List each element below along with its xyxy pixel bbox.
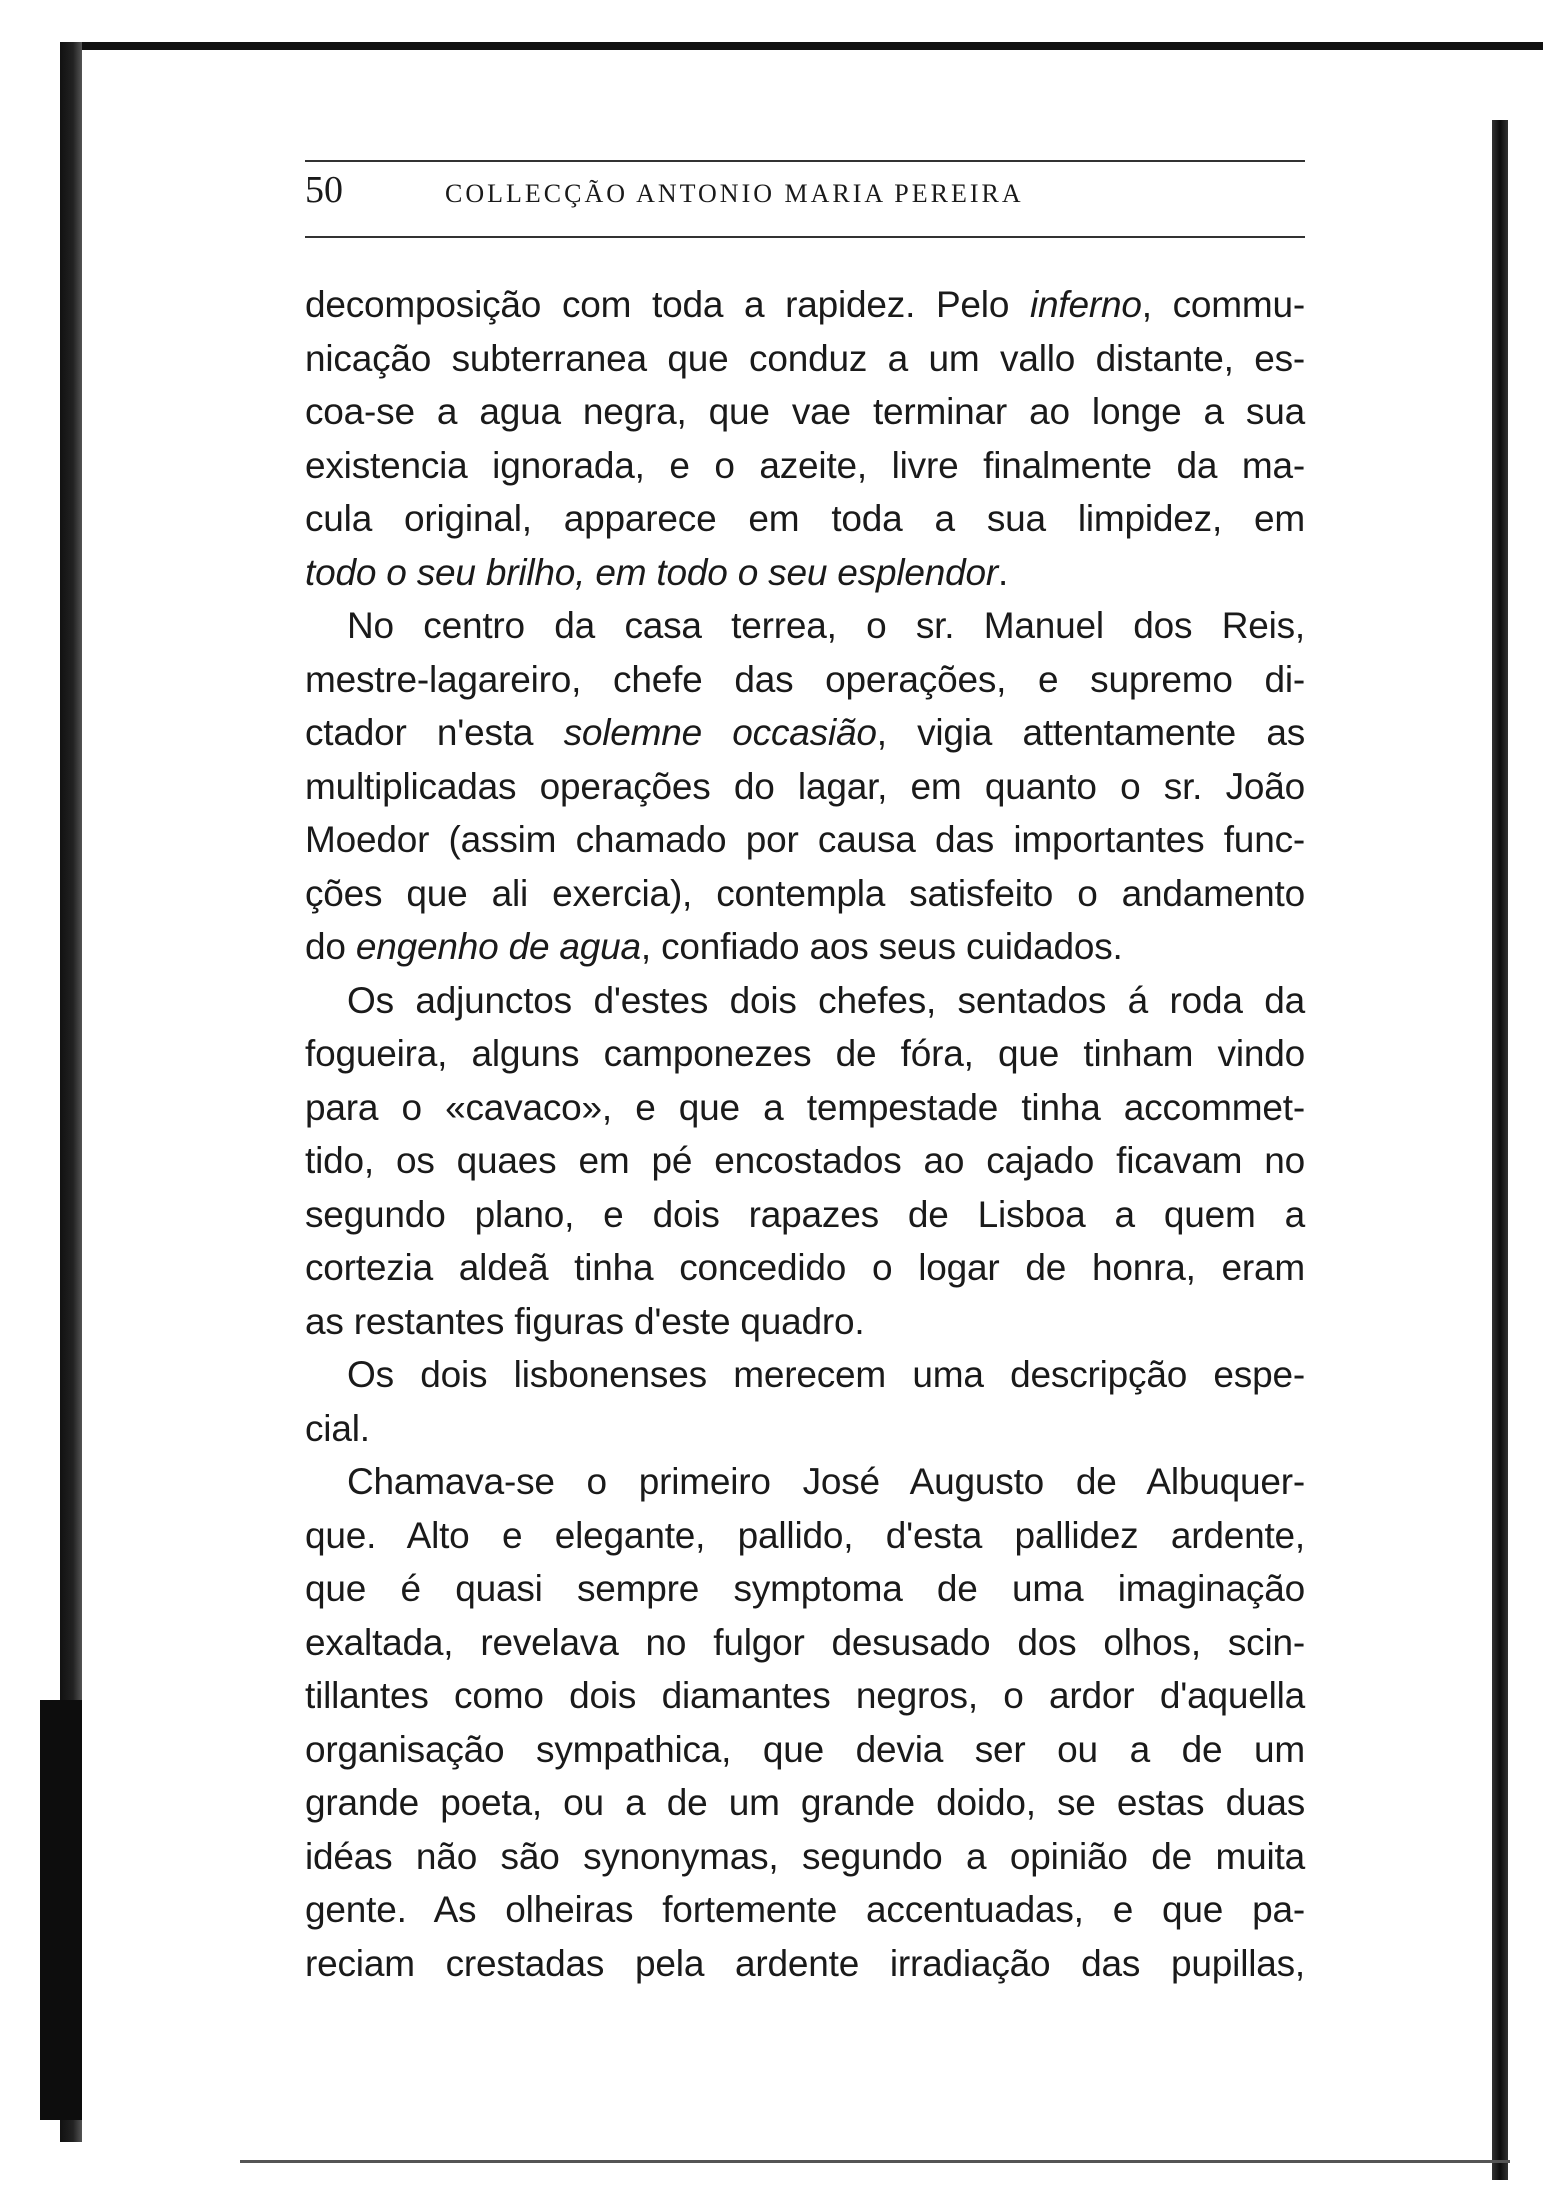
text-segment: coa-se a agua negra, que vae terminar ao longe a sua [305,391,1305,432]
text-line [305,1830,1305,1884]
text-segment: para o «cavaco», e que a tempestade tinha accommet- [305,1086,1305,1128]
text-line [305,1027,1305,1081]
text-line [305,974,1305,1028]
scan-edge-right [1492,120,1508,2180]
text-segment: tillantes como dois diamantes negros, o ardor d'aquella [305,1675,1305,1716]
text-line [305,867,1305,921]
text-line [305,1188,1305,1242]
text-segment: Os adjunctos d'estes dois chefes, sentados á roda da [347,979,1305,1021]
text-segment: Moedor (assim chamado por causa das importantes func- [305,819,1305,860]
text-segment: grande poeta, ou a de um grande doido, se estas duas [305,1782,1305,1823]
text-segment: idéas não são synonymas, segundo a opinião de muita [305,1835,1305,1877]
italic-segment: inferno [1029,284,1142,325]
text-segment: decomposição com toda a rapidez. Pelo [305,284,1030,325]
text-segment: , commu- [1141,284,1305,325]
text-line [305,1776,1305,1830]
text-segment: fogueira, alguns camponezes de fóra, que tinham vindo [305,1033,1305,1074]
text-line [305,1241,1305,1295]
italic-segment: todo o seu brilho, em todo o seu esplendor [305,551,999,593]
running-head-title: COLLECÇÃO ANTONIO MARIA PEREIRA [445,179,1024,208]
text-segment: nicação subterranea que conduz a um vallo distante, es- [305,337,1305,379]
text-segment: cortezia aldeã tinha concedido o logar de honra, eram [305,1247,1305,1288]
text-segment: tido, os quaes em pé encostados ao cajado ficavam no [305,1140,1305,1181]
text-segment: cial. [305,1407,370,1449]
text-line [305,1723,1305,1777]
text-line [305,1295,1305,1349]
text-segment: , vigia attentamente as [876,712,1305,753]
text-line [305,1937,1305,1991]
italic-segment: solemne occasião [563,712,877,753]
text-line [305,385,1305,439]
text-line [305,920,1305,974]
text-line [305,1616,1305,1670]
text-line [305,1402,1305,1456]
text-line [305,760,1305,814]
text-line [305,653,1305,707]
text-line [305,278,1305,332]
text-segment: organisação sympathica, que devia ser ou a de um [305,1728,1305,1770]
text-segment: cula original, apparece em toda a sua limpidez, em [305,498,1305,539]
text-segment: Chamava-se o primeiro José Augusto de Albuquer- [347,1461,1305,1502]
text-line [305,599,1305,653]
text-segment: ções que ali exercia), contempla satisfeito o andamento [305,872,1305,914]
text-segment: exaltada, revelava no fulgor desusado dos olhos, scin- [305,1621,1305,1663]
scan-edge-top [80,42,1543,50]
text-segment: . [998,551,1009,593]
text-line [305,332,1305,386]
text-line [305,813,1305,867]
text-line [305,1883,1305,1937]
text-line [305,492,1305,546]
text-segment: No centro da casa terrea, o sr. Manuel dos Reis, [347,605,1305,646]
scan-edge-left-shadow [40,1700,82,2120]
text-line [305,546,1305,600]
text-segment: reciam crestadas pela ardente irradiação das pupillas, [305,1942,1305,1984]
header-rule-bottom [305,236,1305,238]
text-line [305,1348,1305,1402]
text-segment: , confiado aos seus cuidados. [640,926,1123,967]
text-segment: do [305,926,356,967]
text-segment: que. Alto e elegante, pallido, d'esta pallidez ardente, [305,1514,1305,1556]
scan-edge-bottom [240,2160,1510,2163]
text-segment: que é quasi sempre symptoma de uma imaginação [305,1568,1305,1609]
book-page [305,160,1305,1990]
text-segment: ctador n'esta [305,712,564,753]
italic-segment: engenho de agua [355,926,641,967]
text-segment: segundo plano, e dois rapazes de Lisboa a quem a [305,1193,1305,1235]
text-line [305,1455,1305,1509]
text-segment: gente. As olheiras fortemente accentuadas, e que pa- [305,1889,1305,1930]
text-line [305,1509,1305,1563]
text-line [305,1562,1305,1616]
text-segment: as restantes figuras d'este quadro. [305,1300,865,1342]
text-segment: existencia ignorada, e o azeite, livre finalmente da ma- [305,444,1305,486]
text-segment: mestre-lagareiro, chefe das operações, e supremo di- [305,658,1305,700]
text-line [305,1669,1305,1723]
text-line [305,1134,1305,1188]
text-line [305,439,1305,493]
text-line [305,1081,1305,1135]
text-segment: Os dois lisbonenses merecem uma descripção espe- [347,1354,1305,1395]
body-text [305,278,1305,1990]
text-line [305,706,1305,760]
text-segment: multiplicadas operações do lagar, em quanto o sr. João [305,765,1305,807]
running-head [305,162,1305,236]
page-number: 50 [305,169,343,211]
